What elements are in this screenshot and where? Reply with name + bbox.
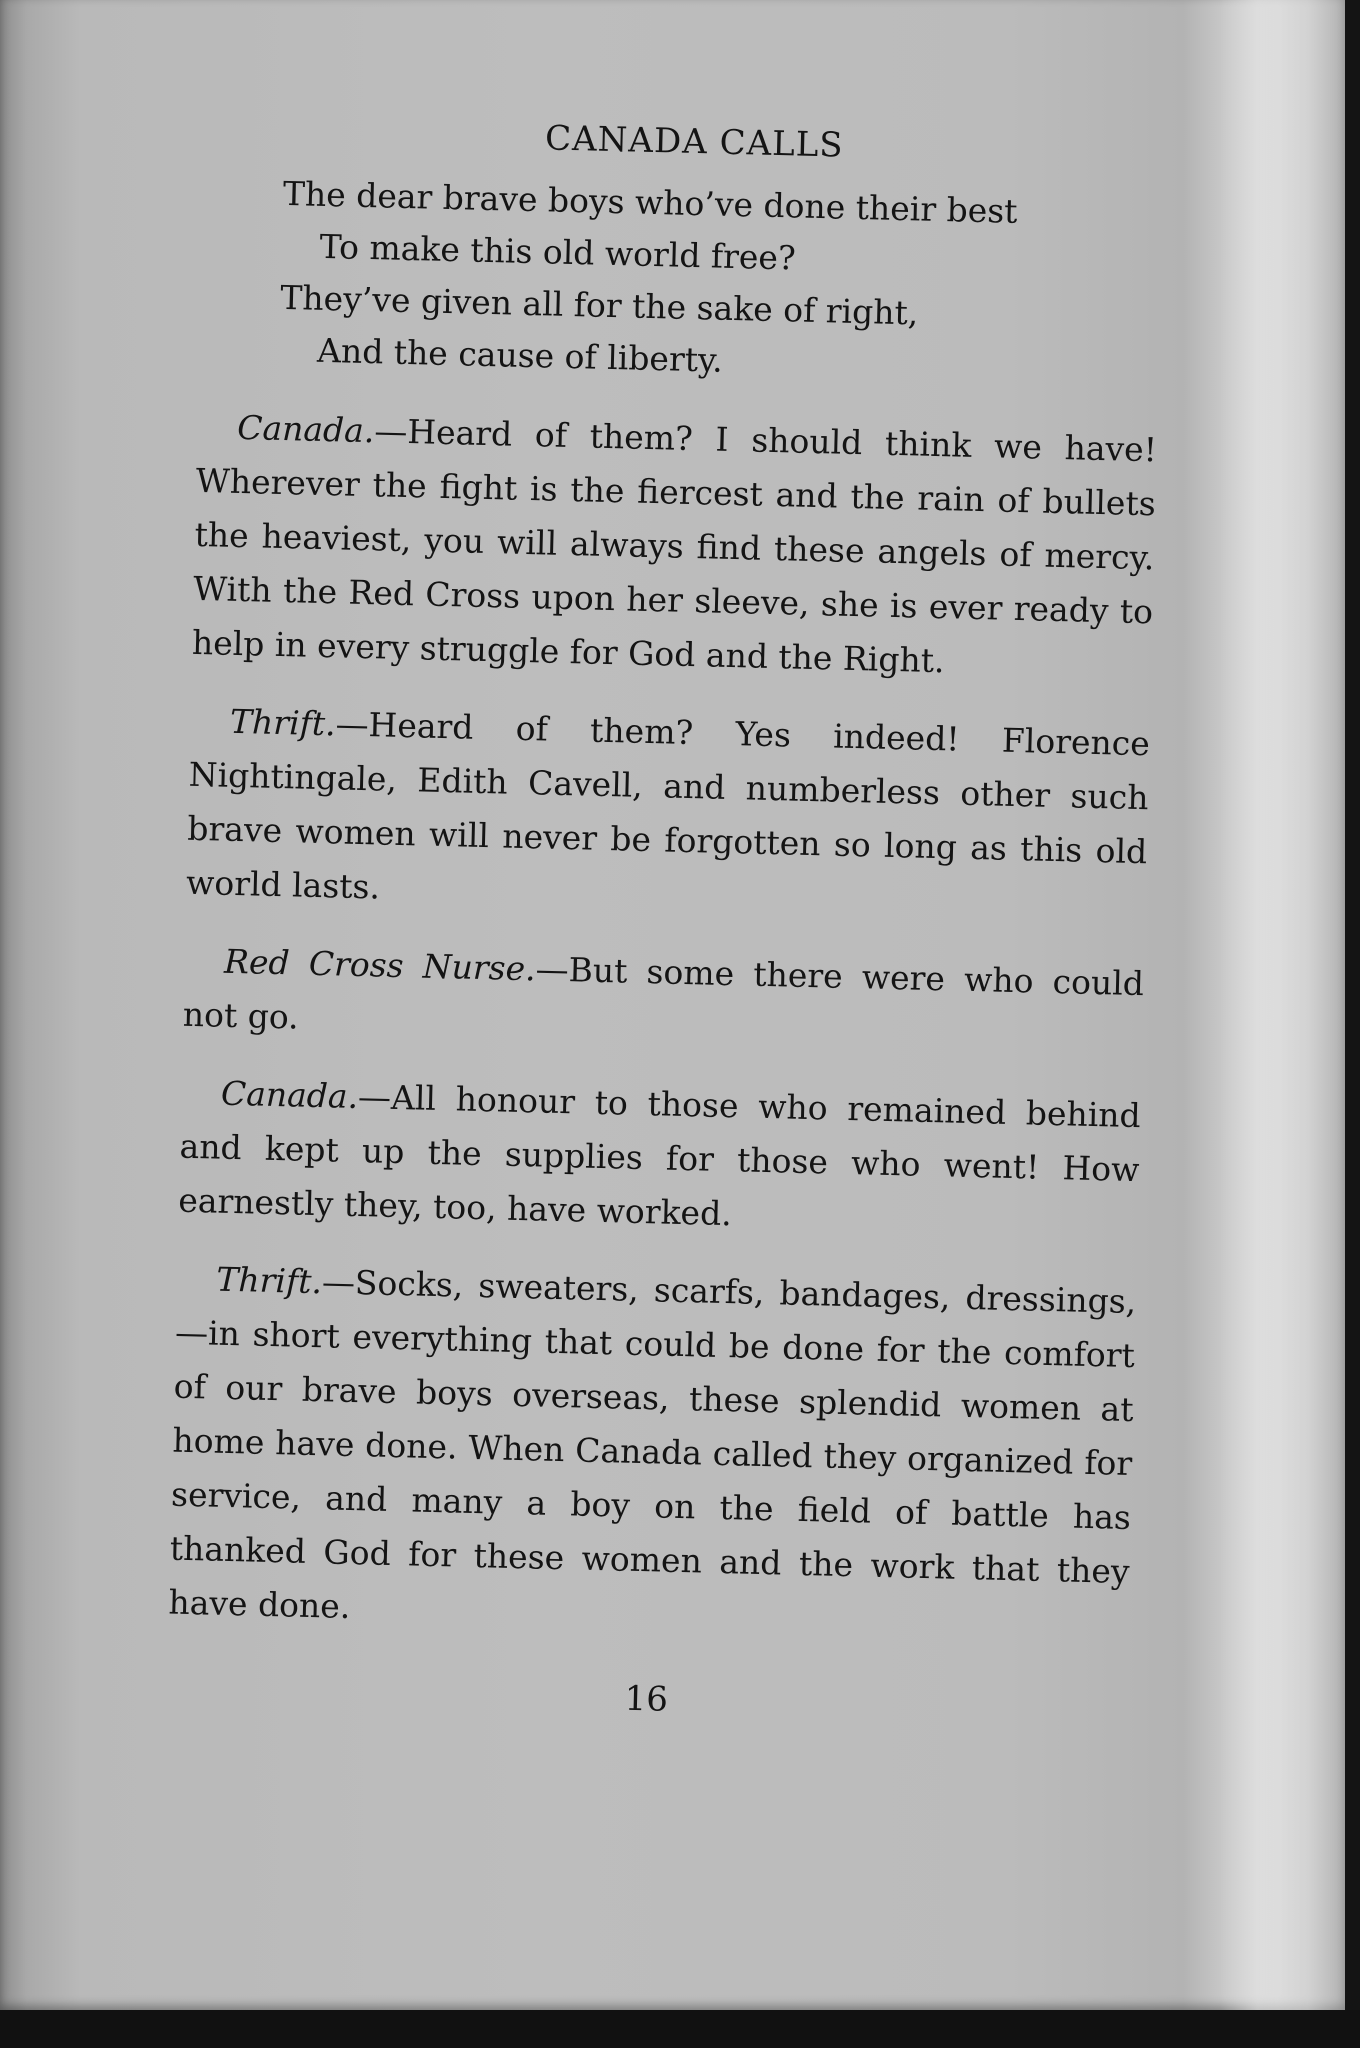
verse-stanza xyxy=(279,168,1164,397)
verse-line: To make this old world free? xyxy=(319,226,797,278)
dialogue-text: —Heard of them? Yes indeed! Florence Nightingale, Edith Cavell, and numberless other such brave women will never be forgotten so long as this old world lasts. xyxy=(185,704,1151,907)
page-text-block xyxy=(166,110,1165,1731)
dialogue-text: —Heard of them? I should think we have! Wherever the fight is the fiercest and the rain of bullets the heaviest, you will always find these angels of mercy. With the Red Cross upon her sleeve, she is ever ready to help in every struggle for God and the Right. xyxy=(191,411,1158,681)
dialogue-text: —But some there were who could not go. xyxy=(182,949,1145,1037)
book-edge-right xyxy=(1345,0,1360,2048)
speaker-name: Canada. xyxy=(220,1073,359,1117)
dialogue-paragraph xyxy=(182,934,1144,1065)
speaker-name: Red Cross Nurse. xyxy=(223,941,537,989)
running-header: CANADA CALLS xyxy=(544,118,845,166)
dialogue-paragraph xyxy=(185,694,1150,933)
dialogue-text: —Socks, sweaters, scarfs, bandages, dressings,—in short everything that could be done for the comfort of our brave boys overseas, these splendid women at home have done. When Canada called they organized for service, and many a boy on the field of battle has thanked God for these women and the work that they have done. xyxy=(168,1262,1137,1626)
speaker-name: Thrift. xyxy=(229,701,337,744)
book-edge-bottom xyxy=(0,2010,1360,2048)
speaker-name: Canada. xyxy=(236,407,375,451)
dialogue-paragraph xyxy=(168,1252,1137,1653)
page-number: 16 xyxy=(624,1678,669,1720)
dialogue-paragraph xyxy=(178,1066,1142,1251)
page-gutter xyxy=(1220,0,1345,2010)
verse-line: And the cause of liberty. xyxy=(316,330,724,380)
speaker-name: Thrift. xyxy=(215,1259,323,1302)
dialogue-paragraph xyxy=(191,400,1157,693)
dialogue-text: —All honour to those who remained behind and kept up the supplies for those who went! How earnestly they, too, have worked. xyxy=(177,1077,1142,1234)
verse-line: The dear brave boys who’ve done their best xyxy=(282,173,1018,231)
verse-line: They’ve given all for the sake of right, xyxy=(279,277,919,333)
